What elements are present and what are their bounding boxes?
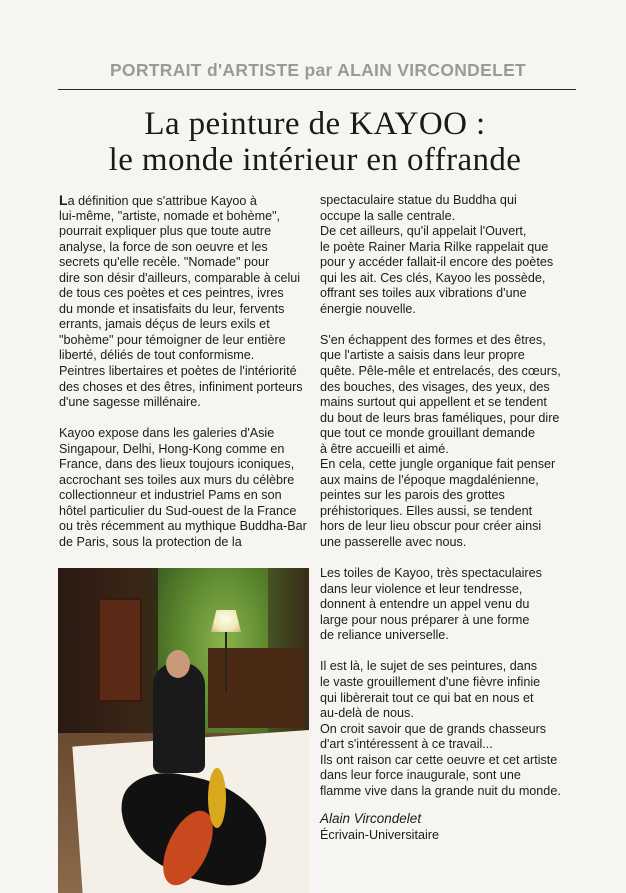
- text-line: lui-même, "artiste, nomade et bohème",: [59, 208, 281, 223]
- text-line: S'en échappent des formes et des êtres,: [320, 332, 546, 347]
- article-kicker: PORTRAIT d'ARTISTE par ALAIN VIRCONDELET: [109, 60, 527, 80]
- text-line: analyse, la force de son oeuvre et les: [59, 239, 268, 254]
- text-line: des choses et des êtres, infiniment porteurs: [59, 379, 303, 394]
- text-line: large pour nous préparer à une forme: [320, 612, 530, 627]
- artist-photo: [58, 568, 309, 893]
- text-line: pour y accéder fallait-il encore des poètes: [320, 255, 554, 270]
- text-line: collectionneur et industriel Pams en son: [59, 488, 282, 503]
- paragraph-1: [59, 193, 311, 411]
- text-line: hors de leur lieu obscur pour créer ainsi: [320, 519, 542, 534]
- text-line: que tout ce monde grouillant demande: [320, 426, 535, 441]
- text-line: de reliance universelle.: [320, 628, 449, 643]
- text-line: "bohème" pour témoigner de leur entière: [59, 332, 286, 347]
- text-line: Ils ont raison car cette oeuvre et cet artiste: [320, 752, 558, 767]
- text-line: d'une sagesse millénaire.: [59, 395, 201, 410]
- text-line: ou très récemment au mythique Buddha-Bar: [59, 519, 307, 534]
- title-line-1: La peinture de KAYOO :: [144, 106, 486, 142]
- text-line: qui les ait. Ces clés, Kayoo les possède,: [320, 270, 546, 285]
- text-line: Kayoo expose dans les galeries d'Asie: [59, 426, 275, 441]
- text-line: dire son désir d'ailleurs, comparable à celui: [59, 270, 301, 285]
- drop-cap: L: [59, 192, 68, 208]
- article-title: [40, 106, 590, 178]
- text-line: Singapour, Delhi, Hong-Kong comme en: [59, 441, 285, 456]
- text-line: occupe la salle centrale.: [320, 208, 456, 223]
- text-line: errants, jamais déçus de leurs exils et: [59, 317, 270, 332]
- header-rule: [58, 89, 576, 90]
- right-column: [320, 193, 576, 799]
- text-line: En cela, cette jungle organique fait penser: [320, 457, 556, 472]
- text-line: des bouches, des visages, des yeux, des: [320, 379, 550, 394]
- text-line: accrochant ses toiles aux murs du célèbre: [59, 472, 295, 487]
- text-line: le poète Rainer Maria Rilke rappelait que: [320, 239, 549, 254]
- text-line: Les toiles de Kayoo, très spectaculaires: [320, 566, 542, 581]
- text-line: du bout de leurs bras faméliques, pour dire: [320, 410, 560, 425]
- paragraph-3: [320, 193, 576, 317]
- text-line: qui libèrerait tout ce qui bat en nous et: [320, 690, 534, 705]
- text-line: une passerelle avec nous.: [320, 535, 467, 550]
- text-line: à être accueilli et aimé.: [320, 441, 449, 456]
- text-line: France, dans des lieux toujours iconiques,: [59, 457, 295, 472]
- title-line-2: le monde intérieur en offrande: [108, 142, 522, 178]
- text-line: mains surtout qui appellent et se tendent: [320, 395, 547, 410]
- paragraph-2: [59, 426, 311, 550]
- text-line: préhistoriques. Elles aussi, se tendent: [320, 503, 533, 518]
- text-line: Il est là, le sujet de ses peintures, dans: [320, 659, 538, 674]
- text-line: La définition que s'attribue Kayoo à: [59, 192, 257, 208]
- text-line: spectaculaire statue du Buddha qui: [320, 193, 517, 207]
- text-line: au-delà de nous.: [320, 706, 414, 721]
- text-line: De cet ailleurs, qu'il appelait l'Ouvert,: [320, 224, 527, 239]
- paragraph-5: [320, 566, 576, 644]
- text-line: offrant ses toiles aux vibrations d'une: [320, 286, 527, 301]
- text-line: flamme vive dans la grande nuit du monde.: [320, 783, 561, 798]
- text-line: le vaste grouillement d'une fièvre infinie: [320, 674, 541, 689]
- paragraph-6: [320, 659, 576, 799]
- author-role: Écrivain-Universitaire: [320, 828, 439, 842]
- text-line: de Paris, sous la protection de la: [59, 535, 242, 550]
- text-line: énergie nouvelle.: [320, 301, 416, 316]
- text-line: aux mains de l'époque magdalénienne,: [320, 472, 539, 487]
- text-line: donnent à entendre un appel venu du: [320, 597, 530, 612]
- text-line: pourrait expliquer plus que toute autre: [59, 224, 272, 239]
- text-line: secrets qu'elle recèle. "Nomade" pour: [59, 255, 270, 270]
- text-line: du monde et insatisfaits du leur, fervents: [59, 301, 285, 316]
- text-line: liberté, déliés de tout conformisme.: [59, 348, 255, 363]
- text-line: dans leur violence et leur tendresse,: [320, 581, 523, 596]
- left-column: [59, 193, 311, 551]
- text-line: que l'artiste a saisis dans leur propre: [320, 348, 525, 363]
- text-line: de tous ces poètes et ces peintres, ivres: [59, 286, 284, 301]
- text-line: dans leur force inaugurale, sont une: [320, 768, 521, 783]
- author-signature: Alain Vircondelet: [320, 811, 422, 826]
- text-line: quête. Pêle-mêle et entrelacés, des cœurs,: [320, 364, 561, 379]
- text-line: d'art s'intéressent à ce travail...: [320, 737, 493, 752]
- text-line: On croit savoir que de grands chasseurs: [320, 721, 547, 736]
- text-line: hôtel particulier du Sud-ouest de la France: [59, 503, 297, 518]
- paragraph-4: [320, 333, 576, 551]
- text-line: peintes sur les parois des grottes: [320, 488, 505, 503]
- text-line: Peintres libertaires et poètes de l'intériorité: [59, 364, 297, 379]
